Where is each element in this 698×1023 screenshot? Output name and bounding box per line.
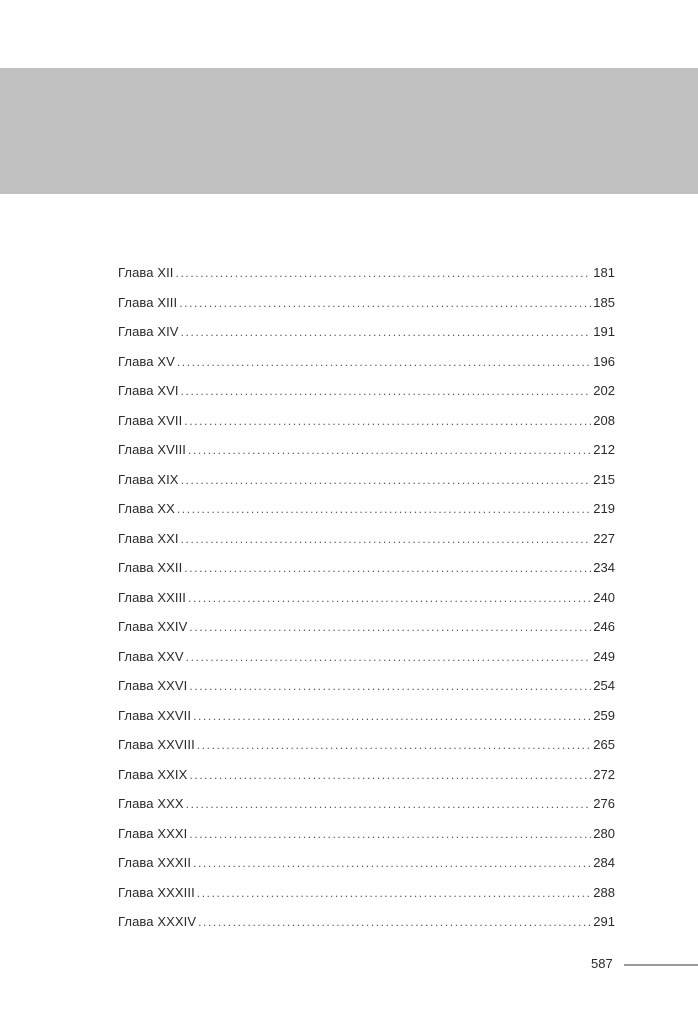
toc-entry-title: Глава XXI [118, 530, 179, 546]
toc-entry-title: Глава XXXI [118, 825, 188, 841]
dot-leader [186, 794, 592, 814]
toc-entry-title: Глава XXXIV [118, 914, 197, 929]
toc-entry-page: 215 [593, 471, 615, 487]
toc-entry [118, 381, 615, 411]
dot-leader [189, 765, 591, 785]
page-number: 587 [591, 956, 613, 971]
toc-entry-title: Глава XXVIII [118, 737, 195, 752]
toc-entry-title: Глава XXII [118, 560, 183, 575]
toc-entry-page: 276 [593, 796, 615, 811]
toc-entry-page: 185 [593, 294, 615, 310]
toc-entry [118, 735, 615, 765]
toc-entry [118, 765, 615, 795]
toc-entry-page: 288 [593, 884, 615, 900]
dot-leader [177, 499, 591, 519]
toc-entry-title: Глава XXV [118, 648, 184, 664]
toc-entry-page: 254 [593, 678, 615, 693]
toc-entry [118, 853, 615, 883]
dot-leader [189, 676, 591, 696]
toc-entry-title: Глава XXXIII [118, 884, 195, 900]
header-band [0, 68, 698, 194]
dot-leader [189, 824, 591, 844]
toc-entry [118, 411, 615, 441]
toc-entry [118, 529, 615, 559]
toc-entry-page: 291 [593, 914, 615, 929]
dot-leader [176, 263, 592, 283]
toc-entry-page: 227 [593, 530, 615, 546]
toc-entry [118, 440, 615, 470]
toc-entry-page: 212 [593, 442, 615, 457]
toc-entry-title: Глава XXVI [118, 678, 188, 693]
dot-leader [189, 617, 591, 637]
toc-entry [118, 322, 615, 352]
toc-entry-title: Глава XXVII [118, 707, 192, 723]
toc-entry-title: Глава XXX [118, 796, 184, 811]
toc-entry-page: 234 [593, 560, 615, 575]
toc-entry [118, 263, 615, 293]
toc-entry-page: 208 [593, 412, 615, 428]
dot-leader [184, 411, 591, 431]
toc-entry [118, 588, 615, 618]
toc-entry-title: Глава XXIV [118, 619, 188, 634]
toc-entry-page: 181 [593, 265, 615, 280]
toc-entry-title: Глава XXIII [118, 589, 187, 605]
toc-entry-title: Глава XIX [118, 471, 179, 487]
dot-leader [181, 529, 592, 549]
toc-entry [118, 558, 615, 588]
dot-leader [193, 853, 591, 873]
toc-entry [118, 647, 615, 677]
toc-entry-title: Глава XIII [118, 294, 178, 310]
toc-entry [118, 352, 615, 382]
footer-rule [624, 964, 698, 966]
toc-entry-title: Глава XIV [118, 324, 179, 339]
dot-leader [198, 912, 591, 932]
dot-leader [188, 440, 591, 460]
dot-leader [181, 322, 592, 342]
toc-entry-page: 249 [593, 648, 615, 664]
table-of-contents [118, 263, 615, 942]
toc-entry [118, 883, 615, 913]
toc-entry-page: 202 [593, 383, 615, 398]
toc-entry-page: 191 [593, 324, 615, 339]
toc-entry-page: 240 [593, 589, 615, 605]
toc-entry [118, 912, 615, 942]
toc-entry [118, 293, 615, 323]
dot-leader [197, 883, 592, 903]
toc-entry-page: 219 [593, 501, 615, 516]
dot-leader [186, 647, 592, 667]
toc-entry-title: Глава XII [118, 265, 174, 280]
toc-entry-page: 265 [593, 737, 615, 752]
toc-entry-title: Глава XVII [118, 412, 183, 428]
toc-entry-page: 246 [593, 619, 615, 634]
toc-entry-title: Глава XVI [118, 383, 179, 398]
dot-leader [184, 558, 591, 578]
toc-entry [118, 706, 615, 736]
toc-entry-page: 280 [593, 825, 615, 841]
toc-entry [118, 824, 615, 854]
dot-leader [181, 470, 592, 490]
toc-entry [118, 499, 615, 529]
toc-entry [118, 676, 615, 706]
dot-leader [177, 352, 591, 372]
dot-leader [181, 381, 592, 401]
toc-entry-title: Глава XXIX [118, 766, 188, 782]
dot-leader [188, 588, 591, 608]
toc-entry-title: Глава XV [118, 353, 175, 369]
toc-entry-title: Глава XVIII [118, 442, 187, 457]
toc-entry-title: Глава XXXII [118, 855, 192, 870]
dot-leader [197, 735, 592, 755]
toc-entry-page: 284 [593, 855, 615, 870]
toc-entry [118, 794, 615, 824]
toc-entry [118, 470, 615, 500]
toc-entry-page: 196 [593, 353, 615, 369]
toc-entry-page: 259 [593, 707, 615, 723]
dot-leader [193, 706, 591, 726]
toc-entry [118, 617, 615, 647]
toc-entry-title: Глава XX [118, 501, 175, 516]
dot-leader [179, 293, 591, 313]
toc-entry-page: 272 [593, 766, 615, 782]
